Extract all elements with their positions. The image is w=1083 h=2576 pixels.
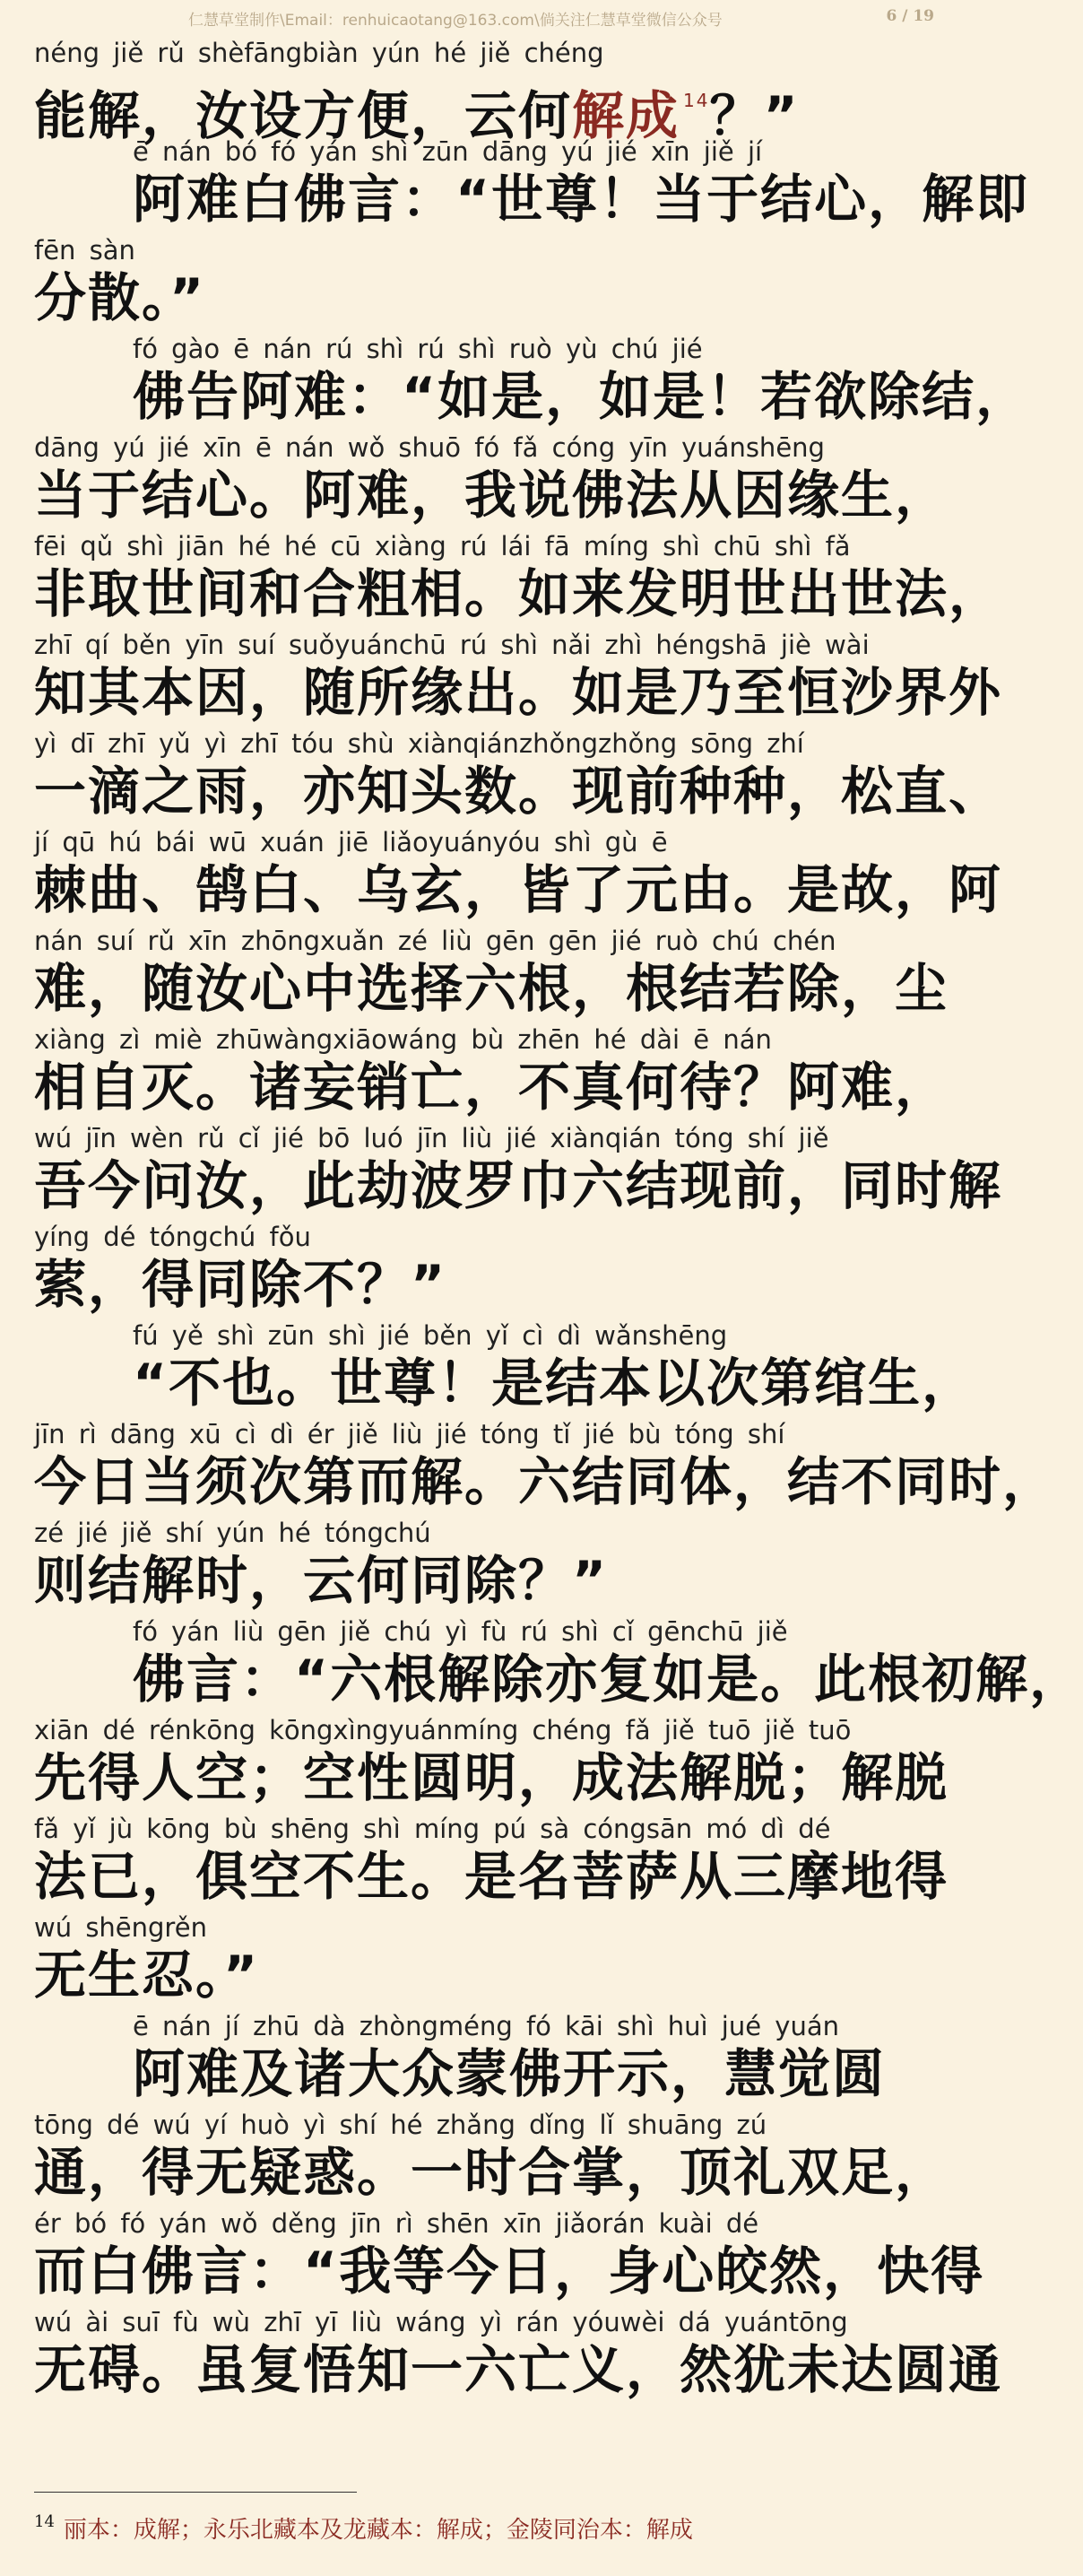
pinyin-line: fó yán liù gēn jiě chú yì fù rú shì cǐ gēnchū jiě (133, 1616, 788, 1647)
text-line (34, 431, 949, 529)
text-line (34, 1713, 949, 1812)
footnote-number: 14 (34, 2512, 55, 2531)
hanzi-text: 通，得无疑惑。一时合掌，顶礼双足， (34, 2142, 949, 2203)
hanzi-line (34, 465, 949, 529)
pinyin-line: wú jīn wèn rǔ cǐ jié bō luó jīn liù jié xiànqián tóng shí jiě (34, 1123, 829, 1153)
hanzi-text: 当于结心。阿难，我说佛法从因缘生， (34, 465, 949, 526)
footnote (34, 2511, 693, 2545)
hanzi-text: 萦，得同除不？” (34, 1254, 447, 1315)
hanzi-text: ？” (709, 85, 800, 146)
hanzi-line (133, 366, 1030, 431)
pinyin-line: fēi qǔ shì jiān hé hé cū xiàng rú lái fā míng shì chū shì fǎ (34, 531, 851, 561)
text-line (34, 135, 1030, 233)
hanzi-line (133, 1353, 976, 1417)
pinyin-line: wú shēngrěn (34, 1912, 207, 1943)
text-line (34, 2009, 940, 2108)
pinyin-line: tōng dé wú yí huò yì shí hé zhǎng dǐng lǐ shuāng zú (34, 2110, 767, 2140)
pinyin-line: zhī qí běn yīn suí suǒyuánchū rú shì nǎi zhì héngshā jiè wài (34, 630, 870, 660)
pinyin-line: yíng dé tóngchú fǒu (34, 1222, 311, 1252)
text-line (34, 1812, 949, 1910)
hanzi-text: 先得人空；空性圆明，成法解脱；解脱 (34, 1747, 949, 1808)
hanzi-line (133, 2043, 940, 2108)
pinyin-line: xiàng zì miè zhūwàngxiāowáng bù zhēn hé dài ē nán (34, 1024, 772, 1055)
text-line (34, 36, 940, 146)
text-line (34, 332, 1030, 431)
text-line (34, 233, 940, 332)
hanzi-text: “不也。世尊！是结本以次第绾生， (133, 1353, 976, 1414)
pinyin-line: jīn rì dāng xū cì dì ér jiě liù jié tóng tǐ jié bù tóng shí (34, 1419, 785, 1449)
text-line (34, 529, 1003, 628)
pinyin-line: ér bó fó yán wǒ děng jīn rì shēn xīn jiǎorán kuài dé (34, 2208, 759, 2239)
hanzi-line (34, 563, 1003, 628)
hanzi-text: 佛告阿难：“如是，如是！若欲除结， (133, 366, 1030, 427)
hanzi-line (34, 2241, 985, 2305)
text-line (34, 2305, 1003, 2404)
text-line (34, 1121, 1003, 1220)
text-line (34, 924, 949, 1023)
hanzi-text: 阿难及诸大众蒙佛开示，慧觉圆 (133, 2043, 887, 2104)
page-number: 6 / 19 (886, 7, 934, 25)
text-line (34, 727, 1003, 825)
hanzi-text: 法已，俱空不生。是名菩萨从三摩地得 (34, 1846, 949, 1907)
text-line (34, 2206, 985, 2305)
pinyin-line: dāng yú jié xīn ē nán wǒ shuō fó fǎ cóng yīn yuánshēng (34, 432, 825, 463)
text-line (34, 628, 1003, 727)
text-line (34, 1318, 976, 1417)
hanzi-text: 知其本因，随所缘出。如是乃至恒沙界外 (34, 662, 1003, 723)
hanzi-line (34, 1945, 940, 2009)
hanzi-line (133, 1649, 1083, 1713)
text-line (34, 2108, 949, 2206)
pinyin-line: néng jiě rǔ shèfāngbiàn yún hé jiě chéng (34, 38, 604, 68)
hanzi-text: 相自灭。诸妄销亡，不真何待？阿难， (34, 1057, 949, 1118)
hanzi-line (34, 1451, 1057, 1516)
hanzi-text: 而白佛言：“我等今日，身心皎然，快得 (34, 2241, 985, 2302)
hanzi-text: 难，随汝心中选择六根，根结若除，尘 (34, 958, 949, 1019)
hanzi-text: 一滴之雨，亦知头数。现前种种，松直、 (34, 761, 1003, 822)
page-header (0, 7, 968, 34)
pinyin-line: zé jié jiě shí yún hé tóngchú (34, 1518, 431, 1548)
pinyin-line: yì dī zhī yǔ yì zhī tóu shù xiànqiánzhǒngzhǒng sōng zhí (34, 728, 804, 759)
hanzi-line (34, 70, 940, 146)
hanzi-line (34, 267, 940, 332)
pinyin-line: xiān dé rénkōng kōngxìngyuánmíng chéng fǎ jiě tuō jiě tuō (34, 1715, 852, 1745)
text-line (34, 1417, 1057, 1516)
text-line (34, 1614, 1083, 1713)
hanzi-text: 无碍。虽复悟知一六亡义，然犹未达圆通 (34, 2339, 1003, 2400)
pinyin-line: ē nán jí zhū dà zhòngméng fó kāi shì huì jué yuán (133, 2011, 839, 2041)
hanzi-line (34, 1155, 1003, 1220)
hanzi-text: 则结解时，云何同除？” (34, 1550, 609, 1611)
hanzi-text: 非取世间和合粗相。如来发明世出世法， (34, 563, 1003, 624)
pinyin-line: fēn sàn (34, 235, 135, 265)
hanzi-line (34, 859, 1003, 924)
footnote-text: 丽本：成解；永乐北藏本及龙藏本：解成；金陵同治本：解成 (63, 2517, 693, 2544)
footnote-ref[interactable]: 14 (683, 90, 710, 111)
hanzi-line (34, 2339, 1003, 2404)
hanzi-line (34, 1550, 940, 1614)
scripture-text (34, 36, 1083, 2404)
pinyin-line: fú yě shì zūn shì jié běn yǐ cì dì wǎnshēng (133, 1320, 728, 1351)
pinyin-line: wú ài suī fù wù zhī yī liù wáng yì rán yóuwèi dá yuántōng (34, 2307, 848, 2337)
pinyin-line: jí qū hú bái wū xuán jiē liǎoyuányóu shì gù ē (34, 827, 668, 857)
text-line (34, 1023, 949, 1121)
hanzi-text: 吾今问汝，此劫波罗巾六结现前，同时解 (34, 1155, 1003, 1216)
pinyin-line: fǎ yǐ jù kōng bù shēng shì míng pú sà cóngsān mó dì dé (34, 1814, 831, 1844)
hanzi-text: 今日当须次第而解。六结同体，结不同时， (34, 1451, 1057, 1512)
pinyin-line: fó gào ē nán rú shì rú shì ruò yù chú jié (133, 334, 703, 364)
hanzi-text: 分散。” (34, 267, 206, 328)
pinyin-line: ē nán bó fó yán shì zūn dāng yú jié xīn jiě jí (133, 136, 763, 167)
hanzi-line (34, 662, 1003, 727)
hanzi-text: 无生忍。” (34, 1945, 260, 2006)
hanzi-text: 阿难白佛言：“世尊！当于结心，解即 (133, 169, 1030, 230)
hanzi-text: 佛言：“六根解除亦复如是。此根初解， (133, 1649, 1083, 1710)
text-line (34, 1910, 940, 2009)
text-line (34, 1516, 940, 1614)
highlighted-term: 解成 (572, 85, 680, 146)
hanzi-line (34, 1254, 940, 1318)
pinyin-line: nán suí rǔ xīn zhōngxuǎn zé liù gēn gēn jié ruò chú chén (34, 926, 836, 956)
text-line (34, 825, 1003, 924)
hanzi-line (34, 1846, 949, 1910)
hanzi-line (34, 958, 949, 1023)
hanzi-text: 能解，汝设方便，云何 (34, 85, 573, 146)
hanzi-line (34, 1057, 949, 1121)
text-line (34, 1220, 940, 1318)
footnote-divider (34, 2492, 357, 2493)
hanzi-line (34, 761, 1003, 825)
hanzi-line (133, 169, 1030, 233)
hanzi-text: 棘曲、鹄白、乌玄，皆了元由。是故，阿 (34, 859, 1003, 920)
hanzi-line (34, 1747, 949, 1812)
hanzi-line (34, 2142, 949, 2206)
header-info: 仁慧草堂制作\Email：renhuicaotang@163.com\倘关注仁慧草堂微信公众号 (188, 12, 723, 30)
